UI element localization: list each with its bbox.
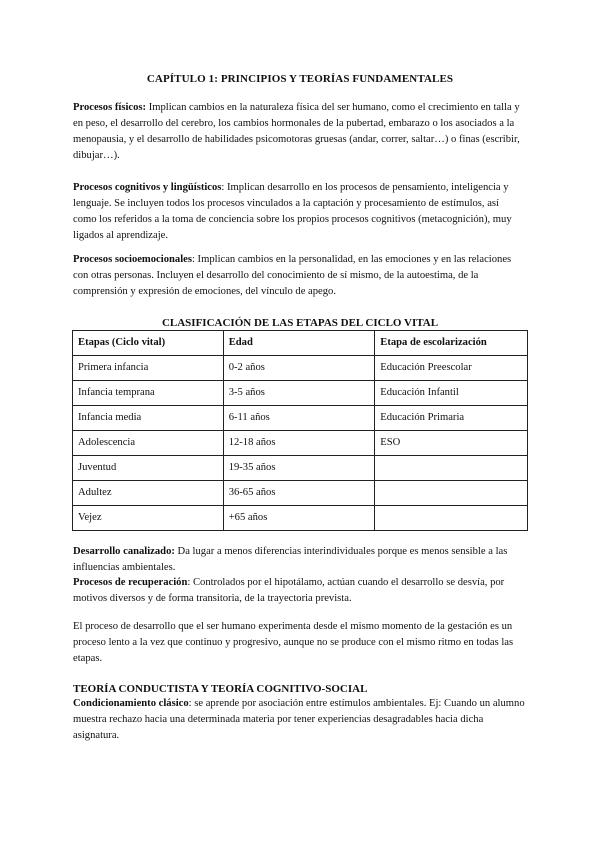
cell-age: 12-18 años bbox=[223, 431, 375, 456]
cell-schooling: ESO bbox=[375, 431, 528, 456]
cell-schooling: Educación Infantil bbox=[375, 381, 528, 406]
text-procesos-cognitivos: : Implican desarrollo en los procesos de pensamiento, inteligencia y lenguaje. Se incluyen todos los procesos vinculados a la captación y procesamiento de estímulos, así como los referidos a la toma de conciencia sobre los propios procesos cognitivos (metacognición), muy ligados al aprendizaje. bbox=[73, 182, 512, 241]
header-etapas: Etapas (Ciclo vital) bbox=[73, 331, 224, 356]
paragraph-procesos-fisicos bbox=[73, 100, 525, 164]
cell-stage: Adolescencia bbox=[73, 431, 224, 456]
paragraph-desarrollo-canalizado bbox=[73, 544, 525, 576]
cell-stage: Primera infancia bbox=[73, 356, 224, 381]
paragraph-proceso-desarrollo bbox=[73, 619, 525, 667]
table-row bbox=[73, 456, 528, 481]
text-procesos-fisicos: Implican cambios en la naturaleza física del ser humano, como el crecimiento en talla y en peso, el desarrollo del cerebro, los cambios hormonales de la pubertad, embarazo o los asociados a la menopausia, y el desarrollo de habilidades psicomotoras gruesas (andar, correr, saltar…) o finas (escribir, dibujar…). bbox=[73, 102, 520, 161]
table-header-row bbox=[73, 331, 528, 356]
paragraph-procesos-socioemocionales bbox=[73, 252, 525, 300]
cell-schooling bbox=[375, 456, 528, 481]
paragraph-procesos-recuperacion bbox=[73, 575, 525, 607]
cell-age: 19-35 años bbox=[223, 456, 375, 481]
table-row bbox=[73, 431, 528, 456]
header-escolarizacion: Etapa de escolarización bbox=[375, 331, 528, 356]
table-row bbox=[73, 506, 528, 531]
cell-age: +65 años bbox=[223, 506, 375, 531]
cell-stage: Vejez bbox=[73, 506, 224, 531]
text-proceso-desarrollo: El proceso de desarrollo que el ser humano experimenta desde el mismo momento de la gestación es un proceso lento a la vez que continuo y progresivo, aunque no se produce con el mismo ritmo en todas las etapas. bbox=[73, 621, 514, 664]
cell-stage: Infancia temprana bbox=[73, 381, 224, 406]
header-edad: Edad bbox=[223, 331, 375, 356]
term-desarrollo-canalizado: Desarrollo canalizado: bbox=[73, 546, 175, 557]
cell-age: 3-5 años bbox=[223, 381, 375, 406]
text-desarrollo-canalizado: Da lugar a menos diferencias interindividuales porque es menos sensible a las influencias ambientales. bbox=[73, 546, 508, 573]
term-procesos-fisicos: Procesos físicos: bbox=[73, 102, 147, 113]
paragraph-condicionamiento-clasico bbox=[73, 696, 525, 744]
cell-age: 0-2 años bbox=[223, 356, 375, 381]
table-row bbox=[73, 356, 528, 381]
cell-stage: Juventud bbox=[73, 456, 224, 481]
table-title: CLASIFICACIÓN DE LAS ETAPAS DEL CICLO VITAL bbox=[161, 317, 439, 329]
life-cycle-table bbox=[72, 330, 528, 531]
term-procesos-recuperacion: Procesos de recuperación bbox=[73, 577, 188, 588]
table-row bbox=[73, 481, 528, 506]
chapter-title: CAPÍTULO 1: PRINCIPIOS Y TEORÍAS FUNDAMENTALES bbox=[146, 73, 454, 85]
cell-schooling bbox=[375, 481, 528, 506]
cell-stage: Infancia media bbox=[73, 406, 224, 431]
section-title-teoria-conductista: TEORÍA CONDUCTISTA Y TEORÍA COGNITIVO-SOCIAL bbox=[73, 683, 368, 695]
cell-age: 36-65 años bbox=[223, 481, 375, 506]
table-row bbox=[73, 381, 528, 406]
term-procesos-socioemocionales: Procesos socioemocionales bbox=[73, 254, 192, 265]
text-condicionamiento-clasico: : se aprende por asociación entre estímulos ambientales. Ej: Cuando un alumno muestra rechazo hacia una determinada materia por tener experiencias desagradables hacia dicha asignatura. bbox=[73, 698, 525, 741]
cell-schooling bbox=[375, 506, 528, 531]
text-procesos-socioemocionales: : Implican cambios en la personalidad, en las emociones y en las relaciones con otras personas. Incluyen el desarrollo del conocimiento de sí mismo, de la autoestima, de la comprensión y expresión de emociones, del vínculo de apego. bbox=[73, 254, 512, 297]
cell-stage: Adultez bbox=[73, 481, 224, 506]
text-procesos-recuperacion: : Controlados por el hipotálamo, actúan cuando el desarrollo se desvía, por motivos diversos y de forma transitoria, de la trayectoria prevista. bbox=[73, 577, 505, 604]
term-condicionamiento-clasico: Condicionamiento clásico bbox=[73, 698, 189, 709]
cell-schooling: Educación Primaria bbox=[375, 406, 528, 431]
term-procesos-cognitivos: Procesos cognitivos y lingüísticos bbox=[73, 182, 222, 193]
cell-schooling: Educación Preescolar bbox=[375, 356, 528, 381]
cell-age: 6-11 años bbox=[223, 406, 375, 431]
paragraph-procesos-cognitivos bbox=[73, 180, 525, 244]
table-row bbox=[73, 406, 528, 431]
